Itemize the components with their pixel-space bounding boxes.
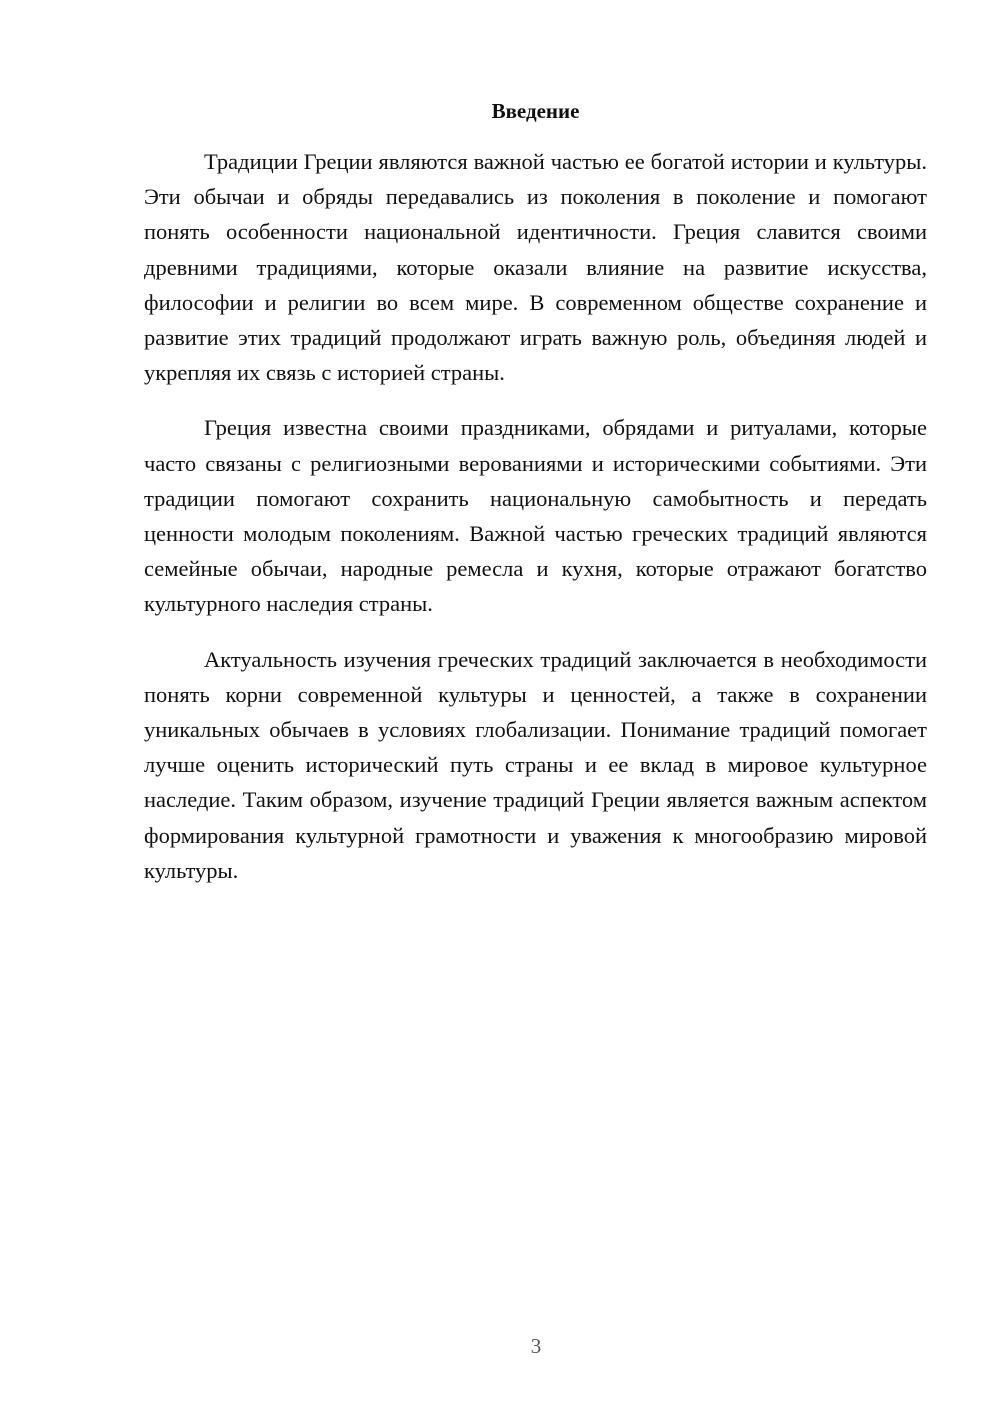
page-number: 3 bbox=[530, 1334, 542, 1358]
paragraph-relevance: Актуальность изучения греческих традиций заключается в необходимости понять корни современной культуры и ценностей, а также в сохранении уникальных обычаев в условиях глобализации. Понимание традиций помогает лучше оценить исторический путь страны и ее вклад в мировое культурное наследие. Таким образом, изучение традиций Греции является важным аспектом формирования культурной грамотности и уважения к многообразию мировой культуры. bbox=[144, 646, 927, 883]
page-content bbox=[144, 96, 927, 888]
paragraph-holidays: Греция известна своими праздниками, обрядами и ритуалами, которые часто связаны с религиозными верованиями и историческими событиями. Эти традиции помогают сохранить национальную самобытность и передать ценности молодым поколениям. Важной частью греческих традиций являются семейные обычаи, народные ремесла и кухня, которые отражают богатство культурного наследия страны. bbox=[144, 415, 927, 617]
paragraph-intro: Традиции Греции являются важной частью ее богатой истории и культуры. Эти обычаи и обряды передавались из поколения в поколение и помогают понять особенности национальной идентичности. Греция славится своими древними традициями, которые оказали влияние на развитие искусства, философии и религии во всем мире. В современном обществе сохранение и развитие этих традиций продолжают играть важную роль, объединяя людей и укрепляя их связь с историей страны. bbox=[144, 149, 927, 386]
section-heading: Введение bbox=[491, 99, 580, 123]
